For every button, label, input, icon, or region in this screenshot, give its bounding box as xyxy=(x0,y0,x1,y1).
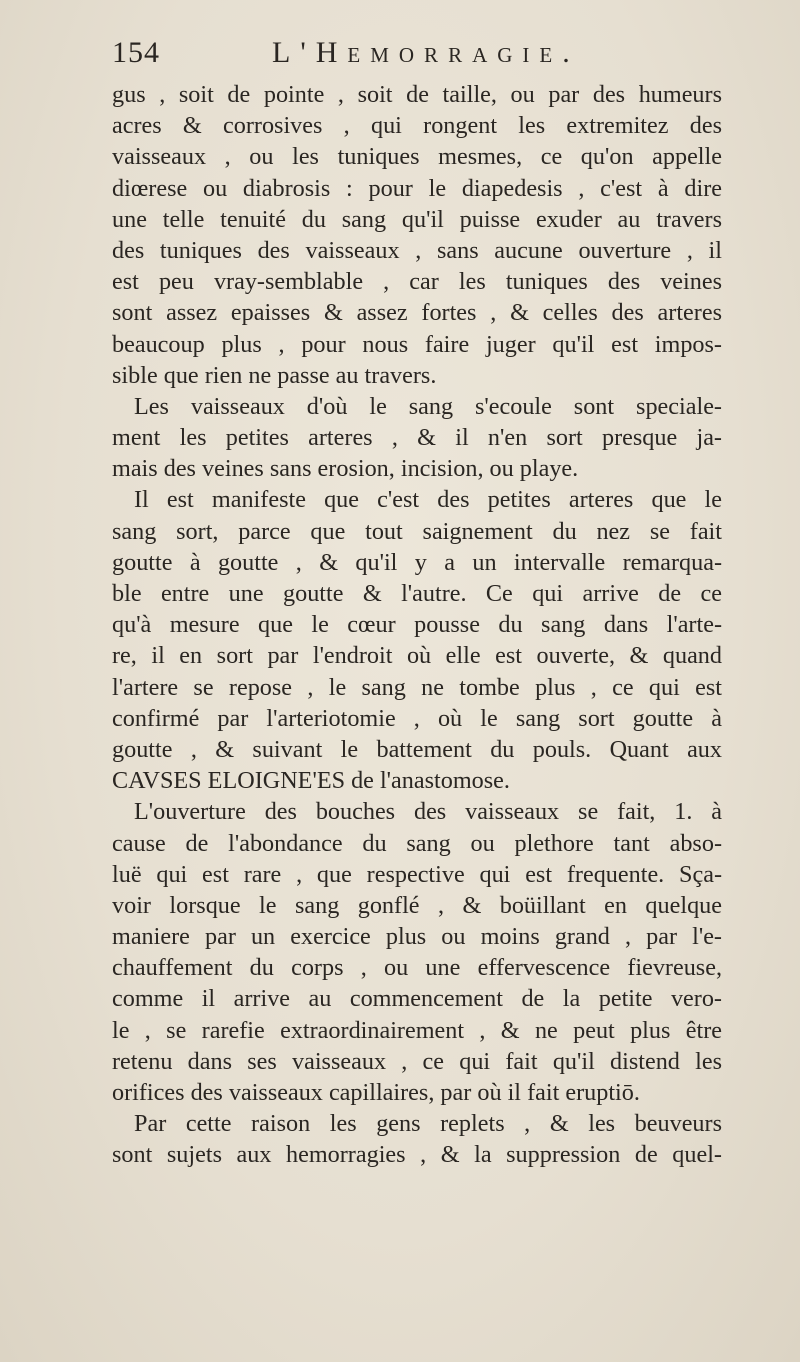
text-line: retenu dans ses vaisseaux , ce qui fait qu'il distend les xyxy=(112,1047,722,1075)
text-line: beaucoup plus , pour nous faire juger qu'il est impos- xyxy=(112,330,722,358)
text-line: ment les petites arteres , & il n'en sort presque ja- xyxy=(112,424,722,452)
text-line: sang sort, parce que tout saignement du nez se fait xyxy=(112,517,722,545)
text-line: goutte à goutte , & qu'il y a un intervalle remarqua- xyxy=(112,548,722,576)
text-line: CAVSES ELOIGNE'ES de l'anastomose. xyxy=(112,767,510,795)
text-line: luë qui est rare , que respective qui est frequente. Sça- xyxy=(112,860,722,888)
text-line: ble entre une goutte & l'autre. Ce qui arrive de ce xyxy=(112,580,722,607)
page-number: 154 xyxy=(112,36,160,69)
text-line: orifices des vaisseaux capillaires, par où il fait eruptiō. xyxy=(112,1079,640,1106)
text-line: voir lorsque le sang gonflé , & boüillant en quelque xyxy=(112,891,722,919)
text-line: L'ouverture des bouches des vaisseaux se fait, 1. à xyxy=(134,798,722,826)
text-line: re, il en sort par l'endroit où elle est ouverte, & quand xyxy=(112,642,722,670)
text-line: est peu vray-semblable , car les tuniques des veines xyxy=(112,268,722,296)
text-line: goutte , & suivant le battement du pouls. Quant aux xyxy=(112,735,722,763)
text-line: sont assez epaisses & assez fortes , & celles des arteres xyxy=(112,299,722,327)
text-line: sont sujets aux hemorragies , & la suppression de quel- xyxy=(112,1141,722,1169)
text-line: le , se rarefie extraordinairement , & ne peut plus être xyxy=(112,1016,722,1044)
page-header xyxy=(112,32,712,76)
text-line: diœrese ou diabrosis : pour le diapedesis , c'est à dire xyxy=(112,174,722,202)
text-line: sible que rien ne passe au travers. xyxy=(112,361,437,389)
text-line: vaisseaux , ou les tuniques mesmes, ce qu'on appelle xyxy=(112,143,722,171)
text-line: comme il arrive au commencement de la petite vero- xyxy=(112,985,722,1013)
text-line: Les vaisseaux d'où le sang s'ecoule sont speciale- xyxy=(134,392,722,420)
text-line: une telle tenuité du sang qu'il puisse exuder au travers xyxy=(112,205,722,233)
text-line: mais des veines sans erosion, incision, ou playe. xyxy=(112,455,579,483)
text-line: Par cette raison les gens replets , & les beuveurs xyxy=(134,1110,722,1138)
text-line: des tuniques des vaisseaux , sans aucune ouverture , il xyxy=(112,236,722,264)
text-line: qu'à mesure que le cœur pousse du sang dans l'arte- xyxy=(112,611,722,639)
text-line: confirmé par l'arteriotomie , où le sang sort goutte à xyxy=(112,704,722,732)
text-line: l'artere se repose , le sang ne tombe plus , ce qui est xyxy=(112,673,722,701)
text-line: gus , soit de pointe , soit de taille, ou par des humeurs xyxy=(112,81,722,108)
running-title: L'Hemorragie. xyxy=(272,36,580,69)
text-line: maniere par un exercice plus ou moins grand , par l'e- xyxy=(112,923,722,951)
text-line: Il est manifeste que c'est des petites arteres que le xyxy=(134,486,722,514)
text-line: acres & corrosives , qui rongent les extremitez des xyxy=(112,112,722,140)
text-line: chauffement du corps , ou une effervescence fievreuse, xyxy=(112,954,722,982)
text-line: cause de l'abondance du sang ou plethore tant abso- xyxy=(112,829,722,857)
body-text xyxy=(112,79,722,1171)
